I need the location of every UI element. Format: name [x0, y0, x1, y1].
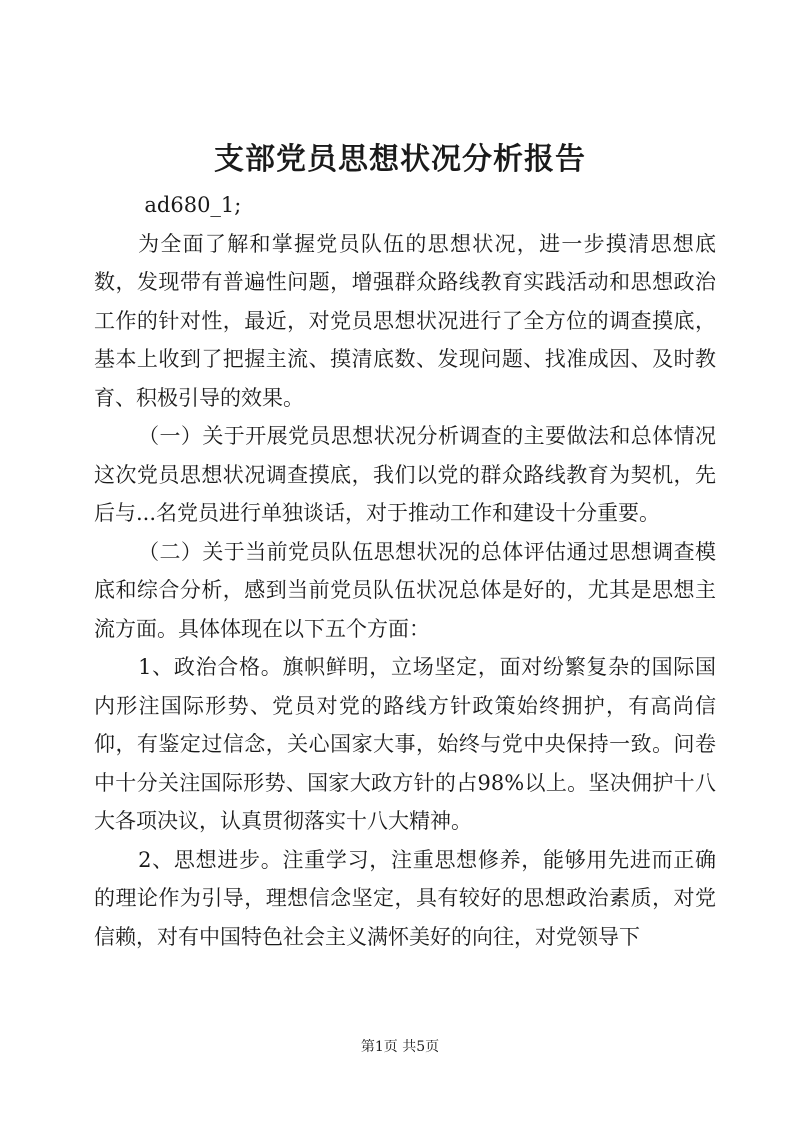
item-2-paragraph: 2、思想进步。注重学习，注重思想修养，能够用先进而正确的理论作为引导，理想信念坚定，具有较好的思想政治素质，对党信赖，对有中国特色社会主义满怀美好的向往，对党领导下 [94, 847, 716, 949]
section-1-paragraph: （一）关于开展党员思想状况分析调查的主要做法和总体情况这次党员思想状况调查摸底，我们以党的群众路线教育为契机，先后与...名党员进行单独谈话，对于推动工作和建设十分重要。 [94, 424, 716, 525]
document-body [94, 186, 716, 956]
document-code-paragraph: ad680_1; [144, 193, 242, 217]
item-1-paragraph: 1、政治合格。旗帜鲜明，立场坚定，面对纷繁复杂的国际国内形注国际形势、党员对党的路线方针政策始终拥护，有高尚信仰，有鉴定过信念，关心国家大事，始终与党中央保持一致。问卷中十分关注国际形势、国家大政方针的占98%以上。坚决佣护十八大各项决议，认真贯彻落实十八大精神。 [94, 655, 716, 833]
document-title: 支部党员思想状况分析报告 [214, 142, 586, 177]
page-number-footer: 第1页 共5页 [360, 1039, 440, 1055]
section-2-paragraph: （二）关于当前党员队伍思想状况的总体评估通过思想调查模底和综合分析，感到当前党员队伍状况总体是好的，尤其是思想主流方面。具体体现在以下五个方面： [94, 539, 716, 641]
intro-paragraph: 为全面了解和掌握党员队伍的思想状况，进一步摸清思想底数，发现带有普遍性问题，增强群众路线教育实践活动和思想政治工作的针对性，最近，对党员思想状况进行了全方位的调查摸底，基本上收到了把握主流、摸清底数、发现问题、找准成因、及时教育、积极引导的效果。 [94, 231, 716, 410]
